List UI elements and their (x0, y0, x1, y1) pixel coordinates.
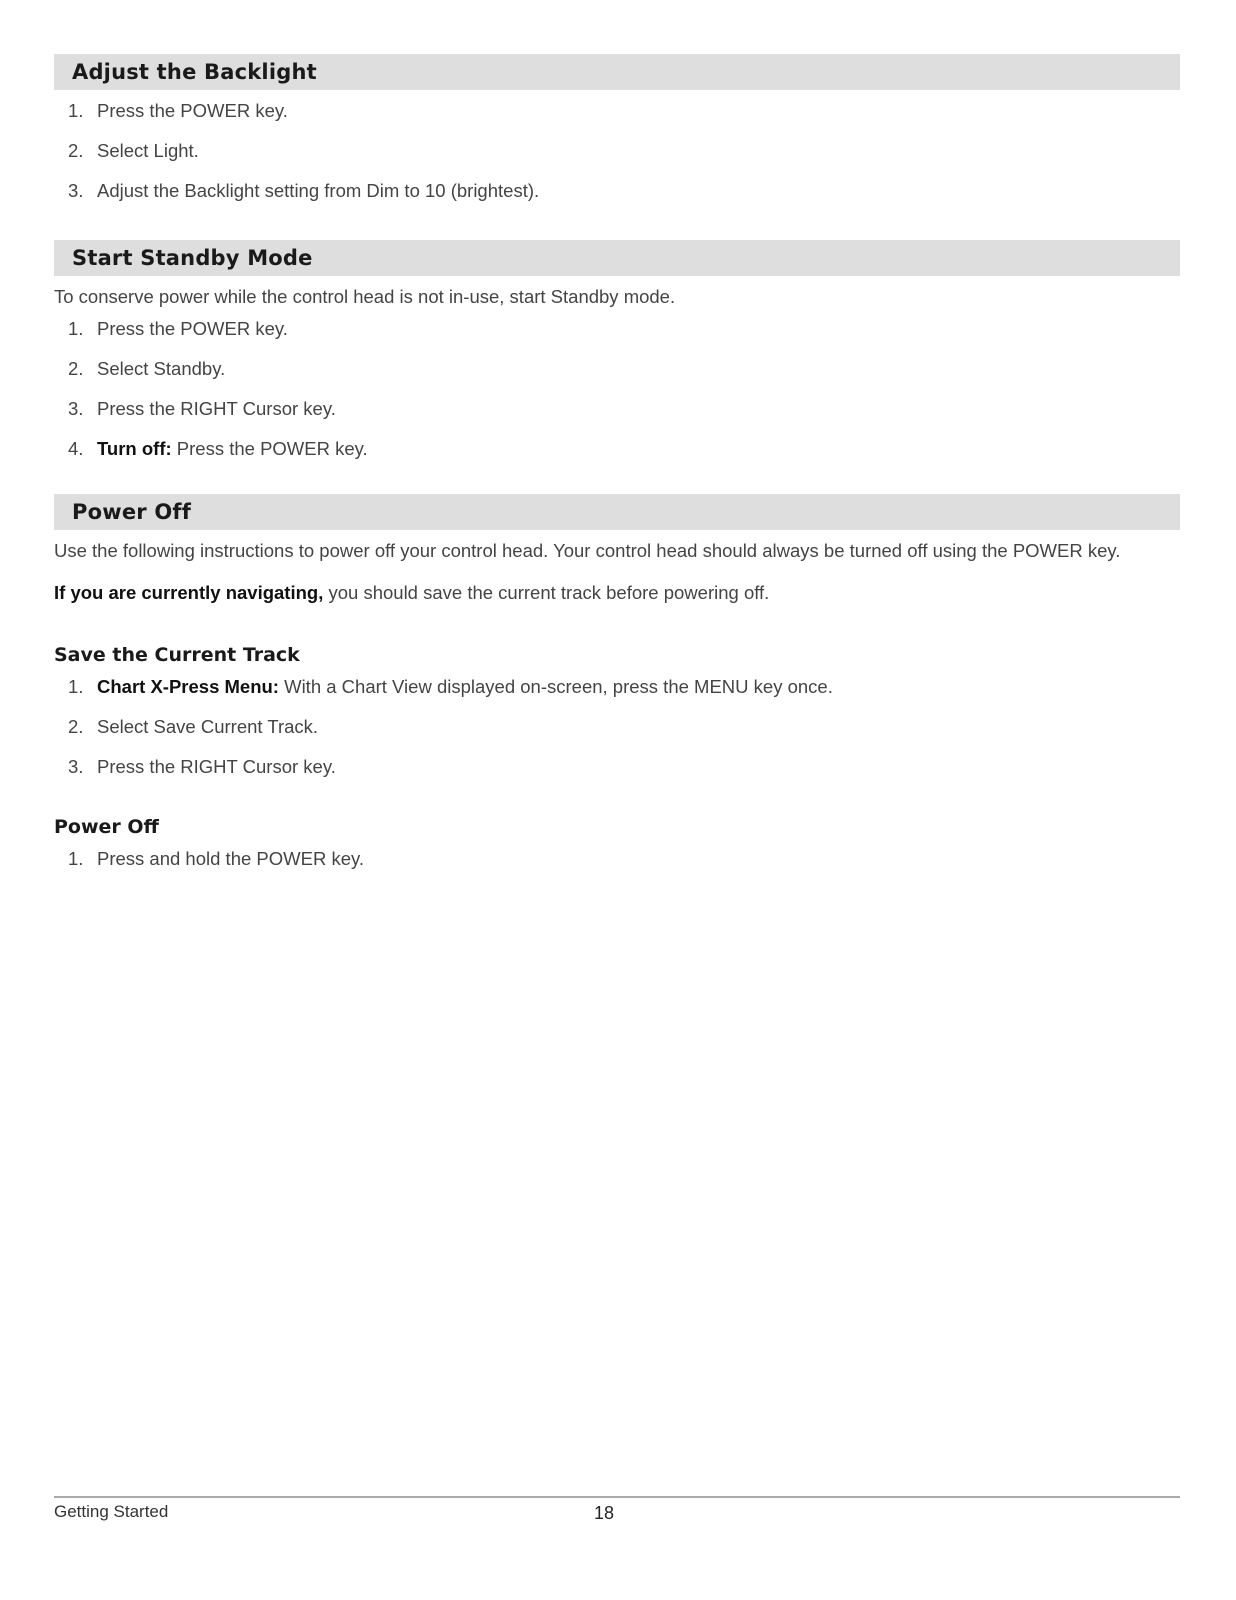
step-number: 2. (68, 358, 84, 379)
section-title: Power Off (72, 500, 192, 524)
steps-list-save-track (54, 676, 1180, 778)
list-item (54, 180, 1180, 202)
list-item (54, 318, 1180, 340)
step-text: Press the RIGHT Cursor key. (97, 756, 336, 777)
step-number: 3. (68, 398, 84, 419)
step-number: 4. (68, 438, 84, 459)
footer-divider (54, 1496, 1180, 1498)
step-text: Press the RIGHT Cursor key. (97, 398, 336, 419)
step-lead: Chart X-Press Menu: (97, 676, 279, 697)
note-text: you should save the current track before powering off. (323, 582, 770, 603)
list-item (54, 358, 1180, 380)
section-header-standby (54, 240, 1180, 276)
step-text: Press the POWER key. (97, 318, 288, 339)
subsection-title-power-off: Power Off (54, 816, 159, 838)
step-text: Adjust the Backlight setting from Dim to 10 (brightest). (97, 180, 540, 201)
footer-section-name: Getting Started (54, 1502, 169, 1521)
step-lead: Turn off: (97, 438, 172, 459)
list-item (54, 848, 1180, 870)
step-number: 1. (68, 100, 84, 121)
step-text: Select Save Current Track. (97, 716, 319, 737)
list-item (54, 398, 1180, 420)
step-number: 1. (68, 676, 84, 697)
steps-list-power-off (54, 848, 1180, 870)
section-title: Adjust the Backlight (72, 60, 317, 84)
steps-list-standby (54, 318, 1180, 460)
step-number: 1. (68, 848, 84, 869)
section-intro: Use the following instructions to power off your control head. Your control head should always be turned off using the POWER key. (54, 540, 1121, 561)
step-text: Select Light. (97, 140, 199, 161)
subsection-title-save-track: Save the Current Track (54, 644, 300, 666)
step-detail: With a Chart View displayed on-screen, press the MENU key once. (278, 676, 833, 697)
step-number: 1. (68, 318, 84, 339)
step-number: 2. (68, 140, 84, 161)
step-number: 2. (68, 716, 84, 737)
note-lead: If you are currently navigating, (54, 582, 324, 603)
list-item (54, 716, 1180, 738)
steps-list-backlight (54, 100, 1180, 202)
list-item (54, 140, 1180, 162)
navigation-note (54, 582, 1180, 604)
section-header-backlight (54, 54, 1180, 90)
step-detail: Press the POWER key. (171, 438, 368, 459)
step-number: 3. (68, 180, 84, 201)
section-header-power-off (54, 494, 1180, 530)
section-intro: To conserve power while the control head is not in-use, start Standby mode. (54, 286, 676, 307)
page-number: 18 (594, 1503, 615, 1523)
section-title: Start Standby Mode (72, 246, 313, 270)
step-text (97, 676, 833, 698)
step-text: Select Standby. (97, 358, 226, 379)
list-item (54, 100, 1180, 122)
step-text (97, 438, 368, 460)
list-item (54, 676, 1180, 698)
manual-page (54, 54, 1180, 870)
list-item (54, 438, 1180, 460)
step-text: Press the POWER key. (97, 100, 288, 121)
step-number: 3. (68, 756, 84, 777)
list-item (54, 756, 1180, 778)
step-text: Press and hold the POWER key. (97, 848, 364, 869)
